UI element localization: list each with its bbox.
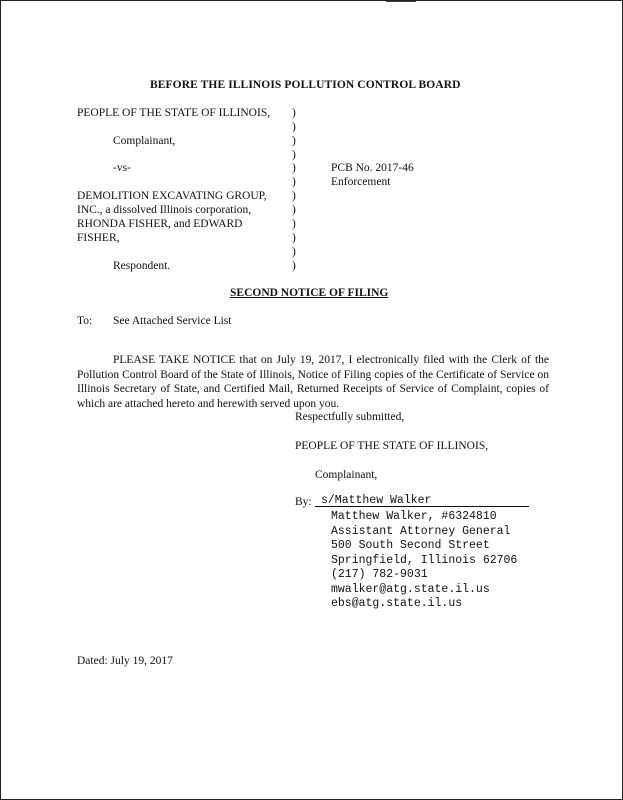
case-number: PCB No. 2017-46 [331, 162, 414, 174]
caption-paren: ) [292, 176, 296, 188]
scan-mark [386, 1, 416, 2]
party-name: PEOPLE OF THE STATE OF ILLINOIS, [295, 440, 489, 452]
to-value: See Attached Service List [113, 315, 232, 327]
caption-paren: ) [292, 232, 296, 244]
caption-defendant-line-2: INC., a dissolved Illinois corporation, [77, 204, 252, 216]
signer-email: mwalker@atg.state.il.us [331, 583, 490, 596]
caption-defendant-line-3: RHONDA FISHER, and EDWARD [77, 218, 243, 230]
caption-plaintiff: PEOPLE OF THE STATE OF ILLINOIS, [77, 107, 271, 119]
caption-respondent: Respondent. [113, 260, 171, 272]
caption-complainant: Complainant, [113, 135, 176, 147]
caption-paren: ) [292, 107, 296, 119]
caption-paren: ) [292, 246, 296, 258]
caption-paren: ) [292, 121, 296, 133]
caption-paren: ) [292, 190, 296, 202]
caption-paren: ) [292, 204, 296, 216]
court-title: BEFORE THE ILLINOIS POLLUTION CONTROL BOARD [150, 79, 461, 91]
by-label: By: [295, 496, 312, 508]
signature: s/Matthew Walker [321, 494, 432, 507]
closing: Respectfully submitted, [295, 411, 405, 423]
caption-defendant-line-1: DEMOLITION EXCAVATING GROUP, [77, 190, 267, 202]
signer-title: Assistant Attorney General [331, 525, 511, 538]
signer-phone: (217) 782-9031 [331, 568, 428, 581]
to-label: To: [77, 315, 93, 327]
caption-paren: ) [292, 149, 296, 161]
dated: Dated: July 19, 2017 [77, 655, 173, 667]
caption-paren: ) [292, 218, 296, 230]
caption-versus: -vs- [113, 162, 131, 174]
signer-street: 500 South Second Street [331, 539, 490, 552]
caption-paren: ) [292, 135, 296, 147]
caption-paren: ) [292, 162, 296, 174]
caption-paren: ) [292, 260, 296, 272]
caption-defendant-line-4: FISHER, [77, 232, 120, 244]
signer-city: Springfield, Illinois 62706 [331, 554, 518, 567]
service-email: ebs@atg.state.il.us [331, 597, 463, 610]
case-type: Enforcement [331, 176, 391, 188]
signer-name: Matthew Walker, #6324810 [331, 510, 497, 523]
notice-body: PLEASE TAKE NOTICE that on July 19, 2017, I electronically filed with the Clerk of the Pollution Control Board of the State of Illinois, Notice of Filing copies of the Certificate of Service on Illinois Secretary of State, and Certified Mail, Returned Receipts of Service of Complaint, copies of which are attached hereto and herewith served upon you. [77, 354, 549, 410]
notice-heading: SECOND NOTICE OF FILING [230, 287, 389, 299]
party-role: Complainant, [315, 469, 378, 481]
